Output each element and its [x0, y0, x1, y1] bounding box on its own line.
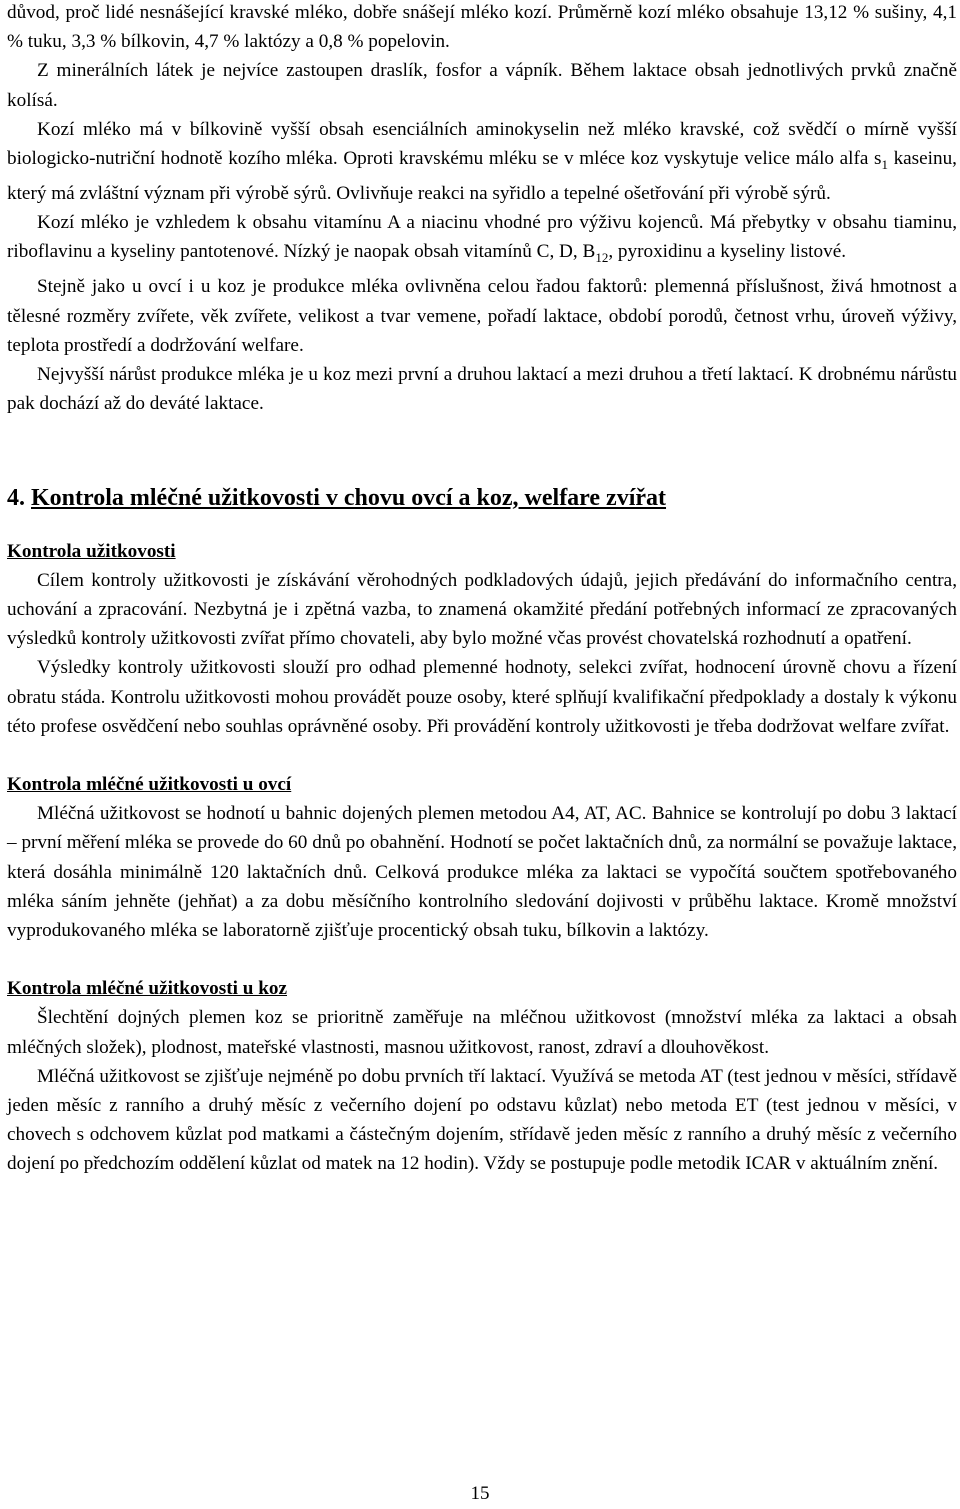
- paragraph-text: Kozí mléko je vzhledem k obsahu vitamínu A a niacinu vhodné pro výživu kojenců. Má přebytky v obsahu tiaminu, riboflavinu a kyseliny pantotenové. Nízký je naopak obsah vitamínů C, D, B: [7, 212, 957, 263]
- paragraph-text: , pyroxidinu a kyseliny listové.: [608, 241, 847, 263]
- section-heading-ovce: Kontrola mléčné užitkovosti u ovcí: [7, 773, 292, 795]
- section-heading-kozy: Kontrola mléčné užitkovosti u koz: [7, 978, 287, 1000]
- paragraph-intro-6: [7, 360, 957, 418]
- subscript: 1: [881, 156, 888, 172]
- subscript: 12: [595, 250, 609, 266]
- paragraph-text: důvod, proč lidé nesnášející kravské mléko, dobře snášejí mléko kozí. Průměrně kozí mléko obsahuje 13,12 % sušiny, 4,1 % tuku, 3,3 % bílkovin, 4,7 % laktózy a 0,8 % popelovin.: [7, 2, 957, 53]
- section-heading-kontrola-uzitkovosti: Kontrola užitkovosti: [7, 540, 176, 562]
- paragraph-text: Z minerálních látek je nejvíce zastoupen draslík, fosfor a vápník. Během laktace obsah jednotlivých prvků značně kolísá.: [7, 60, 957, 111]
- paragraph-intro-2: [7, 56, 957, 114]
- paragraph-intro-1: [7, 0, 957, 56]
- page-number: 15: [470, 1483, 490, 1504]
- paragraph-text: Kozí mléko má v bílkovině vyšší obsah esenciálních aminokyselin než mléko kravské, což svědčí o mírně vyšší biologicko-nutriční hodnotě kozího mléka. Oproti kravskému mléku se v mléce koz vyskytuje velice málo alfa s: [7, 118, 957, 170]
- paragraph: Šlechtění dojných plemen koz se prioritně zaměřuje na mléčnou užitkovost (množství mléka za laktaci a obsah mléčných složek), plodnost, mateřské vlastnosti, masnou užitkovost, ranost, zdraví a dlouhověkost.: [7, 1007, 957, 1058]
- paragraph-intro-5: [7, 272, 957, 360]
- paragraph-text: Stejně jako u ovcí i u koz je produkce mléka ovlivněna celou řadou faktorů: plemenná příslušnost, živá hmotnost a tělesné rozměry zvířete, věk zvířete, velikost a tvar vemene, pořadí laktace, období porodů, četnost vrhu, úroveň výživy, teplota prostředí a dodržování welfare.: [7, 276, 957, 356]
- chapter-heading: [7, 483, 957, 513]
- paragraph-text: kaseinu, který má zvláštní význam při výrobě sýrů. Ovlivňuje reakci na syřidlo a tepelné ošetřování při výrobě sýrů.: [7, 148, 957, 205]
- paragraph: Cílem kontroly užitkovosti je získávání věrohodných podkladových údajů, jejich předávání do informačního centra, uchování a zpracování. Nezbytná je i zpětná vazba, to znamená okamžité předání potřebných informací ze zpracovaných výsledků kontroly užitkovosti zvířat přímo chovateli, aby bylo možné včas provést chovatelská rozhodnutí a opatření.: [7, 569, 957, 650]
- paragraph: Mléčná užitkovost se hodnotí u bahnic dojených plemen metodou A4, AT, AC. Bahnice se kontrolují po dobu 3 laktací – první měření mléka se provede do 60 dnů po obahnění. Hodnotí se počet laktačních dnů, za normální se považuje laktace, která dosáhla minimálně 120 laktačních dnů. Celková produkce mléka za laktaci se vypočítá součtem spotřebovaného mléka sáním jehněte (jehňat) a za dobu měsíčního kontrolního sledování dojivosti v průběhu laktace. Kromě množství vyprodukovaného mléka se laboratorně zjišťuje procentický obsah tuku, bílkovin a laktózy.: [7, 803, 957, 941]
- chapter-title: Kontrola mléčné užitkovosti v chovu ovcí a koz, welfare zvířat: [31, 484, 667, 511]
- document-page: [7, 0, 957, 1179]
- chapter-number: 4.: [7, 484, 25, 511]
- paragraph-text: Nejvyšší nárůst produkce mléka je u koz mezi první a druhou laktací a mezi druhou a třetí laktací. K drobnému nárůstu pak dochází až do deváté laktace.: [7, 364, 957, 415]
- paragraph: Mléčná užitkovost se zjišťuje nejméně po dobu prvních tří laktací. Využívá se metoda AT (test jednou v měsíci, střídavě jeden měsíc z ranního a druhý měsíc z večerního dojení po odstavu kůzlat) nebo metoda ET (test jednou v měsíci, v chovech s odchovem kůzlat pod matkami a částečným dojením, střídavě jeden měsíc z ranního a druhý měsíc z večerního dojení po předchozím oddělení kůzlat od matek na 12 hodin). Vždy se postupuje podle metodik ICAR v aktuálním znění.: [7, 1065, 957, 1175]
- paragraph-intro-3: [7, 115, 957, 208]
- paragraph: Výsledky kontroly užitkovosti slouží pro odhad plemenné hodnoty, selekci zvířat, hodnocení úrovně chovu a řízení obratu stáda. Kontrolu užitkovosti mohou provádět pouze osoby, které splňují kvalifikační předpoklady a dostaly k výkonu této profese osvědčení nebo souhlas oprávněné osoby. Při provádění kontroly užitkovosti je třeba dodržovat welfare zvířat.: [7, 657, 957, 737]
- paragraph-intro-4: [7, 208, 957, 272]
